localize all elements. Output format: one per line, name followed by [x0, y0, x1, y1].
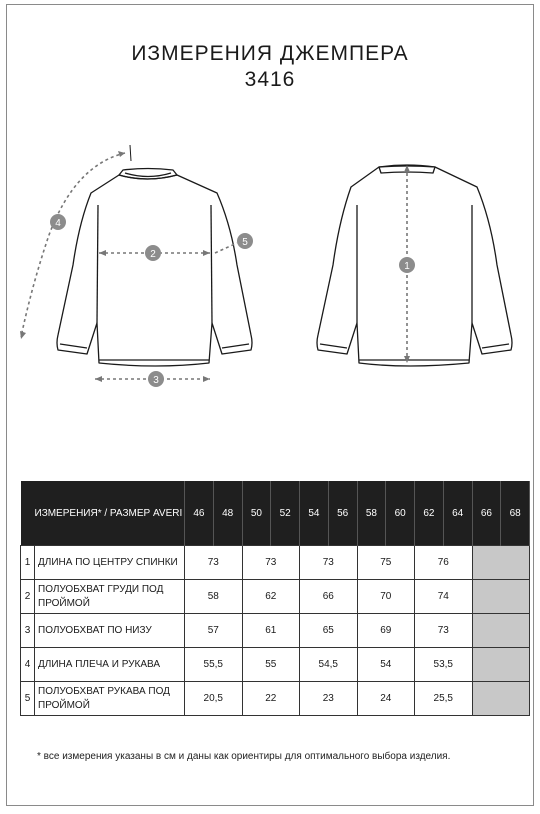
svg-text:5: 5 [242, 237, 248, 248]
row-value: 53,5 [415, 648, 473, 682]
marker-5 [237, 233, 253, 249]
row-number: 2 [21, 580, 35, 614]
svg-text:1: 1 [404, 261, 410, 272]
row-value: 55 [242, 648, 300, 682]
row-value: 25,5 [415, 682, 473, 716]
row-value: 61 [242, 614, 300, 648]
row-value: 65 [300, 614, 358, 648]
table-row [21, 682, 530, 716]
marker-2 [145, 245, 161, 261]
size-header: 64 [443, 481, 472, 546]
row-value: 54,5 [300, 648, 358, 682]
row-value: 73 [185, 546, 243, 580]
table-header-row [21, 481, 530, 546]
row-value: 73 [415, 614, 473, 648]
marker-4 [50, 214, 66, 230]
row-number: 3 [21, 614, 35, 648]
size-header: 58 [357, 481, 386, 546]
empty-cell [472, 648, 530, 682]
front-jumper-outline [57, 169, 252, 367]
empty-cell [472, 614, 530, 648]
row-value: 23 [300, 682, 358, 716]
row-value: 22 [242, 682, 300, 716]
row-value: 62 [242, 580, 300, 614]
row-value: 20,5 [185, 682, 243, 716]
empty-cell [472, 580, 530, 614]
size-header: 60 [386, 481, 415, 546]
size-chart-page [6, 4, 534, 806]
empty-cell [472, 546, 530, 580]
row-value: 70 [357, 580, 415, 614]
empty-cell [472, 682, 530, 716]
row-value: 73 [242, 546, 300, 580]
marker-1 [399, 257, 415, 273]
size-header: 56 [328, 481, 357, 546]
row-label: ДЛИНА ПО ЦЕНТРУ СПИНКИ [35, 546, 185, 580]
row-label: ДЛИНА ПЛЕЧА И РУКАВА [35, 648, 185, 682]
row-value: 24 [357, 682, 415, 716]
row-value: 55,5 [185, 648, 243, 682]
table-row [21, 614, 530, 648]
table-row [21, 580, 530, 614]
row-value: 66 [300, 580, 358, 614]
row-label: ПОЛУОБХВАТ ГРУДИ ПОД ПРОЙМОЙ [35, 580, 185, 614]
svg-text:2: 2 [150, 249, 156, 260]
row-number: 4 [21, 648, 35, 682]
size-header: 54 [300, 481, 329, 546]
row-value: 75 [357, 546, 415, 580]
row-value: 54 [357, 648, 415, 682]
row-value: 74 [415, 580, 473, 614]
size-header: 48 [213, 481, 242, 546]
marker-3 [148, 371, 164, 387]
row-value: 57 [185, 614, 243, 648]
row-label: ПОЛУОБХВАТ РУКАВА ПОД ПРОЙМОЙ [35, 682, 185, 716]
title-line-1: ИЗМЕРЕНИЯ ДЖЕМПЕРА [131, 42, 409, 65]
row-value: 76 [415, 546, 473, 580]
row-value: 73 [300, 546, 358, 580]
row-value: 58 [185, 580, 243, 614]
size-header: 46 [185, 481, 214, 546]
row-number: 1 [21, 546, 35, 580]
size-header: 68 [501, 481, 530, 546]
size-header: 52 [271, 481, 300, 546]
row-value: 69 [357, 614, 415, 648]
table-row [21, 546, 530, 580]
garment-drawing [7, 5, 535, 475]
size-table [20, 481, 529, 716]
title-line-2: 3416 [244, 68, 296, 91]
size-header: 50 [242, 481, 271, 546]
row-label: ПОЛУОБХВАТ ПО НИЗУ [35, 614, 185, 648]
header-label: ИЗМЕРЕНИЯ* / РАЗМЕР AVERI [21, 481, 185, 546]
svg-text:3: 3 [153, 375, 159, 386]
svg-text:4: 4 [55, 218, 61, 229]
row-number: 5 [21, 682, 35, 716]
footnote: * все измерения указаны в см и даны как ориентиры для оптимального выбора изделия. [37, 751, 451, 762]
table-row [21, 648, 530, 682]
size-header: 62 [415, 481, 444, 546]
size-header: 66 [472, 481, 501, 546]
